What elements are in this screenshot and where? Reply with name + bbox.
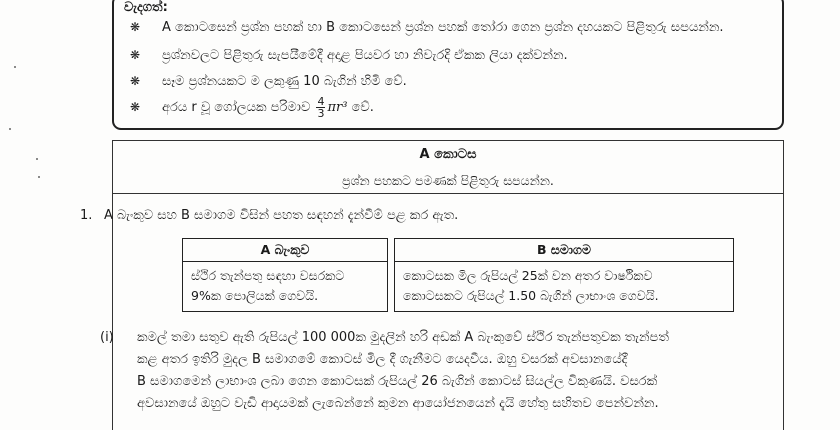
star-icon: ❋ bbox=[130, 20, 141, 34]
sphere-text: අරය r වූ ගෝලයක පරිමාව bbox=[162, 100, 311, 115]
instruction-bullet-2: ❋ ප්‍රශ්නවලට පිළිතුරු සැපයීමේදී අදාළ පියවර හා නිවැරදි ඒකක ලියා දක්වන්න. bbox=[130, 48, 568, 63]
instructions-title: වැදගත්: bbox=[124, 0, 168, 15]
scan-speck bbox=[36, 158, 38, 160]
bank-a-heading: A බැංකුව bbox=[183, 239, 387, 262]
bank-a-line-2: 9%ක පොලියක් ගෙවයි. bbox=[191, 288, 319, 303]
star-icon: ❋ bbox=[130, 100, 141, 114]
company-b-line-2: කොටසකට රුපියල් 1.50 බැගින් ලාභාංශ ගෙවයි. bbox=[403, 288, 659, 303]
part-i-line-1: කමල් තමා සතුව ඇති රුපියල් 100 000ක මුදලින් හරි අඩක් A බැංකුවේ ස්ථිර තැන්පතුවක තැන්පත් bbox=[137, 330, 669, 345]
instruction-bullet-3: ❋ සෑම ප්‍රශ්නයකට ම ලකුණු 10 බැගින් හිමි වේ. bbox=[130, 74, 407, 89]
fraction-four-thirds: $\frac{4}{3}$ bbox=[317, 95, 325, 120]
scan-speck bbox=[14, 66, 16, 68]
part-i-line-2: කළ අතර ඉතිරි මුදල B සමාගමේ කොටස් මිල දී ගැනීමට යෙදවීය. ඔහු වසරක් අවසානයේදී bbox=[137, 352, 628, 367]
section-divider bbox=[113, 193, 783, 194]
instruction-bullet-1: ❋ A කොටසෙන් ප්‍රශ්න පහක් හා B කොටසෙන් ප්‍රශ්න පහක් තෝරා ගෙන ප්‍රශ්න දහයකට පිළිතුරු සපයන්න. bbox=[130, 20, 724, 35]
star-icon: ❋ bbox=[130, 48, 141, 62]
section-title: A කොටස bbox=[419, 147, 477, 162]
star-icon: ❋ bbox=[130, 74, 141, 88]
question-1-number: 1. bbox=[80, 208, 93, 223]
company-b-line-1: කොටසක මිල රුපියල් 25ක් වන අතර වාර්ෂිකව bbox=[403, 268, 653, 283]
question-1-intro: A බැංකුව සහ B සමාගම විසින් පහත සඳහන් දැන්වීම් පළ කර ඇත. bbox=[104, 208, 459, 223]
company-b-heading: B සමාගම bbox=[395, 239, 733, 262]
bank-a-table bbox=[182, 238, 388, 312]
part-i-line-4: අවසානයේ ඔහුට වැඩි ආදායමක් ලැබෙන්නේ කුමන ආයෝජනයෙන් දැයි හේතු සහිතව පෙන්වන්න. bbox=[137, 396, 659, 411]
scan-speck bbox=[38, 176, 40, 178]
sphere-formula: πr³ bbox=[327, 100, 348, 115]
part-i-line-3: B සමාගමෙන් ලාභාංශ ලබා ගෙන කොටසක් රුපියල් 26 බැගින් කොටස් සියල්ල විකුණයි. වසරක් bbox=[137, 374, 658, 389]
section-subtitle: ප්‍රශ්න පහකට පමණක් පිළිතුරු සපයන්න. bbox=[342, 173, 554, 188]
scan-speck bbox=[9, 128, 11, 130]
part-i-label: (i) bbox=[100, 330, 114, 345]
bank-a-line-1: ස්ථිර තැන්පතු සඳහා වසරකට bbox=[191, 268, 345, 283]
instruction-bullet-4: ❋ අරය r වූ ගෝලයක පරිමාව $\frac{4}{3}$ πr³ වේ. bbox=[130, 95, 374, 120]
instructions-box bbox=[112, 0, 784, 130]
company-b-table bbox=[394, 238, 734, 312]
